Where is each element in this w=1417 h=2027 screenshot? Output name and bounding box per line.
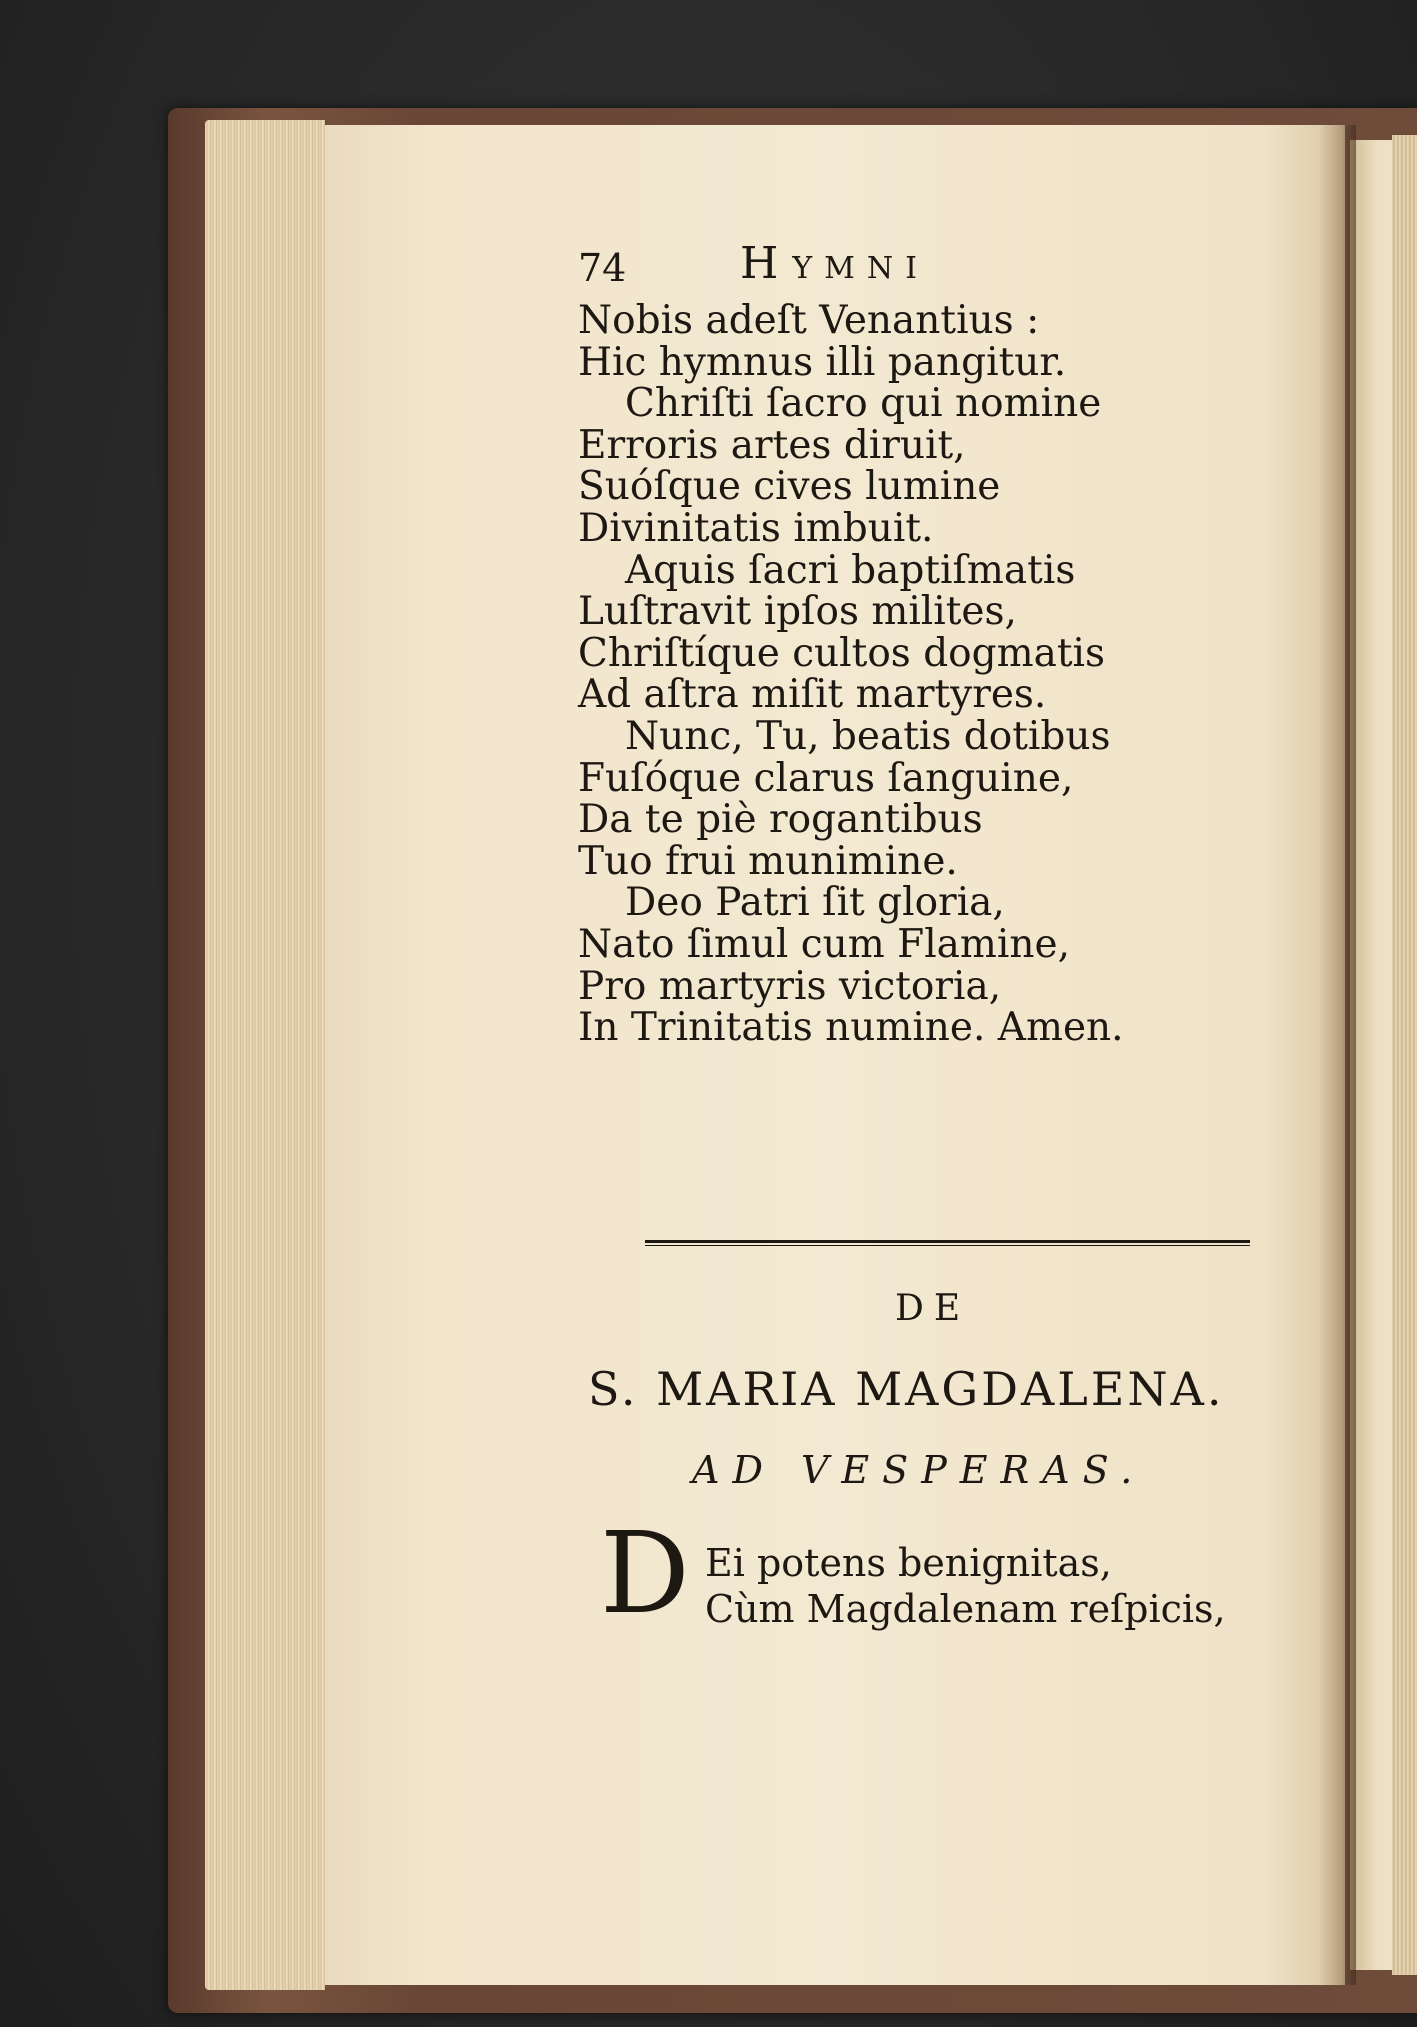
section-title: S. MARIA MAGDALENA.	[588, 1362, 1225, 1416]
verse-line: Da te piè rogantibus	[578, 797, 983, 843]
section-office: AD VESPERAS.	[692, 1448, 1146, 1492]
verse-line: Pro martyris victoria,	[578, 963, 1002, 1009]
opening-line-1: Ei potens benignitas,	[705, 1541, 1112, 1585]
verse-line: Chriſtíque cultos dogmatis	[578, 630, 1106, 676]
verse-line: In Trinitatis numine. Amen.	[578, 1005, 1124, 1051]
verse-line: Divinitatis imbuit.	[578, 505, 934, 551]
verse-line: Nunc, Tu, beatis dotibus	[625, 713, 1111, 759]
verse-line: Fuſóque clarus ſanguine,	[578, 755, 1074, 801]
page-number: 74	[578, 246, 627, 290]
verse-line: Ad aſtra miſit martyres.	[578, 672, 1047, 718]
verse-line: Luſtravit ipſos milites,	[578, 589, 1017, 635]
section-rule	[645, 1240, 1250, 1246]
running-head-initial: H	[740, 238, 793, 289]
page-edges-right	[1392, 135, 1417, 1975]
opening-lines	[705, 1540, 1226, 1632]
gutter-shadow	[1318, 125, 1356, 1985]
verse-line: Nato ſimul cum Flamine,	[578, 921, 1070, 967]
section-de: DE	[895, 1288, 971, 1329]
page-edges-left	[205, 120, 325, 1990]
opening-line-2: Cùm Magdalenam reſpicis,	[705, 1587, 1226, 1631]
running-head	[740, 238, 929, 289]
verse-line: Suóſque cives lumine	[578, 464, 1001, 510]
verse-line: Nobis adeſt Venantius :	[578, 298, 1040, 343]
page-header	[578, 238, 1178, 298]
verse-line: Deo Patri ſit gloria,	[625, 880, 1005, 926]
verse-line: Erroris artes diruit,	[578, 422, 966, 468]
drop-cap: D	[600, 1509, 690, 1639]
verse-line: Tuo frui munimine.	[578, 838, 958, 884]
verse-line: Aquis ſacri baptiſmatis	[625, 547, 1076, 593]
hymn-verses	[578, 300, 1298, 1049]
verse-line: Hic hymnus illi pangitur.	[578, 339, 1067, 385]
verse-line: Chriſti ſacro qui nomine	[625, 381, 1102, 427]
running-head-rest: YMNI	[792, 251, 929, 286]
